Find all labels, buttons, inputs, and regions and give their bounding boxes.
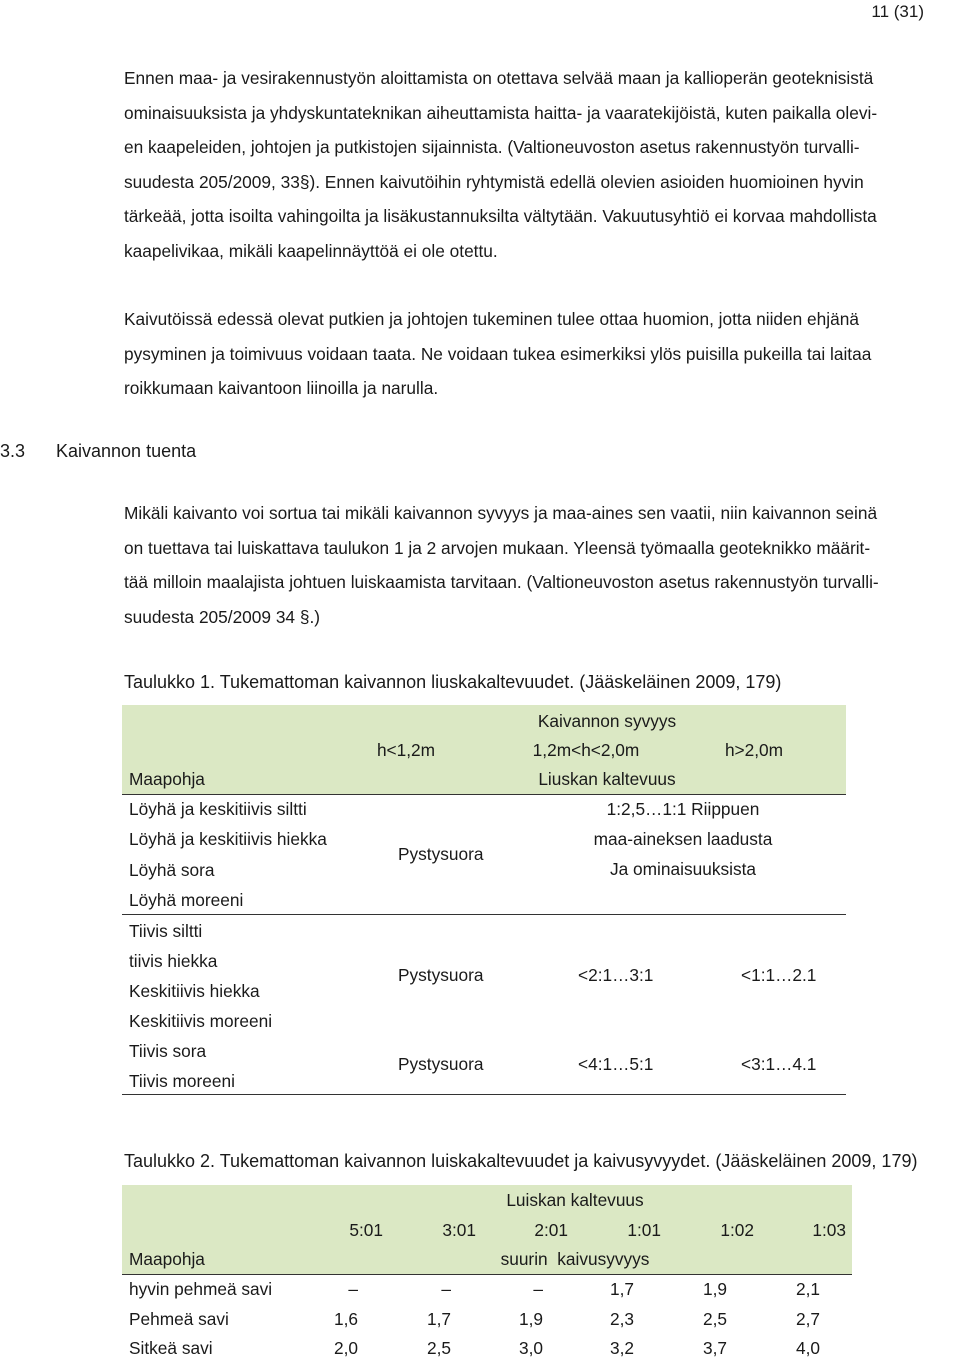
section-title: Kaivannon tuenta xyxy=(56,441,197,461)
table2-value: – xyxy=(348,1279,358,1299)
table1-soil: Löyhä ja keskitiivis hiekka xyxy=(129,829,327,849)
text-line: Kaivutöissä edessä olevat putkien ja johtojen tukeminen tulee ottaa huomion, jotta niiden ehjänä xyxy=(124,309,859,329)
table2-value: 3,2 xyxy=(609,1338,634,1358)
table2-header-col: 3:01 xyxy=(442,1220,476,1240)
table2-value: 1,9 xyxy=(518,1309,543,1329)
table1-divider xyxy=(122,914,846,915)
table2-value: 2,0 xyxy=(333,1338,358,1358)
table1-g3-col3: <3:1…4.1 xyxy=(741,1054,817,1074)
table1-g1-note: Ja ominaisuuksista xyxy=(610,859,756,879)
table1-g2-col1: Pystysuora xyxy=(398,965,484,985)
section-number: 3.3 xyxy=(0,441,26,461)
table1-soil: tiivis hiekka xyxy=(129,951,218,971)
table2-header-group: Luiskan kaltevuus xyxy=(506,1190,644,1210)
table2-header-rowlabel: Maapohja xyxy=(129,1249,205,1269)
table2-value: 3,7 xyxy=(702,1338,727,1358)
table2-value: 2,5 xyxy=(702,1309,727,1329)
text-line: on tuettava tai luiskattava taulukon 1 ja 2 arvojen mukaan. Yleensä työmaalla geoteknikko määrit- xyxy=(124,537,871,558)
text-line: tärkeää, jotta isoilta vahingoilta ja lisäkustannuksilta vältytään. Vakuutusyhtiö ei korvaa mahdollista xyxy=(124,206,877,227)
table1-soil: Löyhä sora xyxy=(129,860,215,880)
text-line: Ennen maa- ja vesirakennustyön aloittamista on otettava selvää maan ja kallioperän geoteknisistä xyxy=(124,68,874,88)
table2-divider xyxy=(122,1274,852,1275)
paragraph-support xyxy=(124,302,956,406)
table1-g2-col2: <2:1…3:1 xyxy=(578,965,654,985)
table2-header-col: 1:02 xyxy=(720,1220,754,1240)
table2-value: 4,0 xyxy=(795,1338,820,1358)
table1-header-sub: Liuskan kaltevuus xyxy=(538,769,676,789)
table1-g1-note: maa-aineksen laadusta xyxy=(593,829,773,849)
paragraph-intro xyxy=(124,61,956,269)
table2-value: 1,7 xyxy=(426,1309,451,1329)
table1-soil: Löyhä moreeni xyxy=(129,890,244,910)
table1-g3-col2: <4:1…5:1 xyxy=(578,1054,654,1074)
table1-g1-col1: Pystysuora xyxy=(398,844,484,864)
table1-header-rowlabel: Maapohja xyxy=(129,769,205,789)
text-line: suudesta 205/2009, 33§). Ennen kaivutöihin ryhtymistä edellä olevien asioiden huomioinen hyvin xyxy=(124,171,864,192)
page-number: 11 (31) xyxy=(871,2,924,21)
table1-header-col1: h<1,2m xyxy=(376,740,436,760)
text-line: en kaapeleiden, johtojen ja putkistojen sijainnista. (Valtioneuvoston asetus rakennustyön turvalli- xyxy=(124,137,860,158)
table1-g1-note: 1:2,5…1:1 Riippuen xyxy=(606,799,760,819)
table2-header-col: 1:01 xyxy=(627,1220,661,1240)
table2-value: 2,1 xyxy=(795,1279,820,1299)
table1-divider xyxy=(122,1094,846,1095)
text-line: roikkumaan kaivantoon liinoilla ja narulla. xyxy=(124,378,439,399)
table1-header-col2: 1,2m<h<2,0m xyxy=(532,740,640,760)
text-line: suudesta 205/2009 34 §.) xyxy=(124,606,321,627)
text-line: Mikäli kaivanto voi sortua tai mikäli kaivannon syvyys ja maa-aines sen vaatii, niin kaivannon seinä xyxy=(124,503,878,523)
table1-soil: Keskitiivis hiekka xyxy=(129,981,260,1001)
table2-value: 3,0 xyxy=(518,1338,543,1358)
table2-value: – xyxy=(533,1279,543,1299)
table2-value: 1,6 xyxy=(333,1309,358,1329)
text-line: ominaisuuksista ja yhdyskuntateknikan aiheuttamista haitta- ja vaaratekijöistä, kuten paikalla olevi- xyxy=(124,102,878,123)
table1-caption: Taulukko 1. Tukemattoman kaivannon liuskakaltevuudet. (Jääskeläinen 2009, 179) xyxy=(124,672,782,692)
table2-header-sub: suurin kaivusyvyys xyxy=(500,1249,650,1269)
table1-g2-col3: <1:1…2.1 xyxy=(741,965,817,985)
table1-g3-col1: Pystysuora xyxy=(398,1054,484,1074)
table2-soil: hyvin pehmeä savi xyxy=(129,1279,273,1299)
table2-header-col: 1:03 xyxy=(812,1220,846,1240)
table1-header-group: Kaivannon syvyys xyxy=(537,711,677,731)
table2-value: 1,9 xyxy=(702,1279,727,1299)
paragraph-shoring xyxy=(124,496,956,634)
table2-header-col: 5:01 xyxy=(349,1220,383,1240)
table2-value: 1,7 xyxy=(609,1279,634,1299)
table1-divider xyxy=(122,794,846,795)
table2-soil: Pehmeä savi xyxy=(129,1309,229,1329)
table2-soil: Sitkeä savi xyxy=(129,1338,213,1358)
text-line: tää milloin maalajista johtuen luiskaamista tarvitaan. (Valtioneuvoston asetus rakennustyön turvalli- xyxy=(124,572,879,593)
text-line: kaapelivikaa, mikäli kaapelinnäyttöä ei ole otettu. xyxy=(124,240,498,261)
table1-header-col3: h>2,0m xyxy=(724,740,784,760)
table2-value: – xyxy=(441,1279,451,1299)
table2-value: 2,3 xyxy=(609,1309,634,1329)
table1-soil: Tiivis siltti xyxy=(129,921,203,941)
table1-soil: Tiivis moreeni xyxy=(129,1071,235,1091)
table1-soil: Löyhä ja keskitiivis siltti xyxy=(129,799,307,819)
table1-soil: Keskitiivis moreeni xyxy=(129,1011,273,1031)
text-line: pysyminen ja toimivuus voidaan taata. Ne voidaan tukea esimerkiksi ylös puisilla pukeilla tai laitaa xyxy=(124,343,872,364)
table2-value: 2,5 xyxy=(426,1338,451,1358)
table2-caption: Taulukko 2. Tukemattoman kaivannon luiskakaltevuudet ja kaivusyvyydet. (Jääskeläinen 2009, 179) xyxy=(124,1151,918,1171)
table1-soil: Tiivis sora xyxy=(129,1041,207,1061)
table2-value: 2,7 xyxy=(795,1309,820,1329)
table2-header-col: 2:01 xyxy=(534,1220,568,1240)
